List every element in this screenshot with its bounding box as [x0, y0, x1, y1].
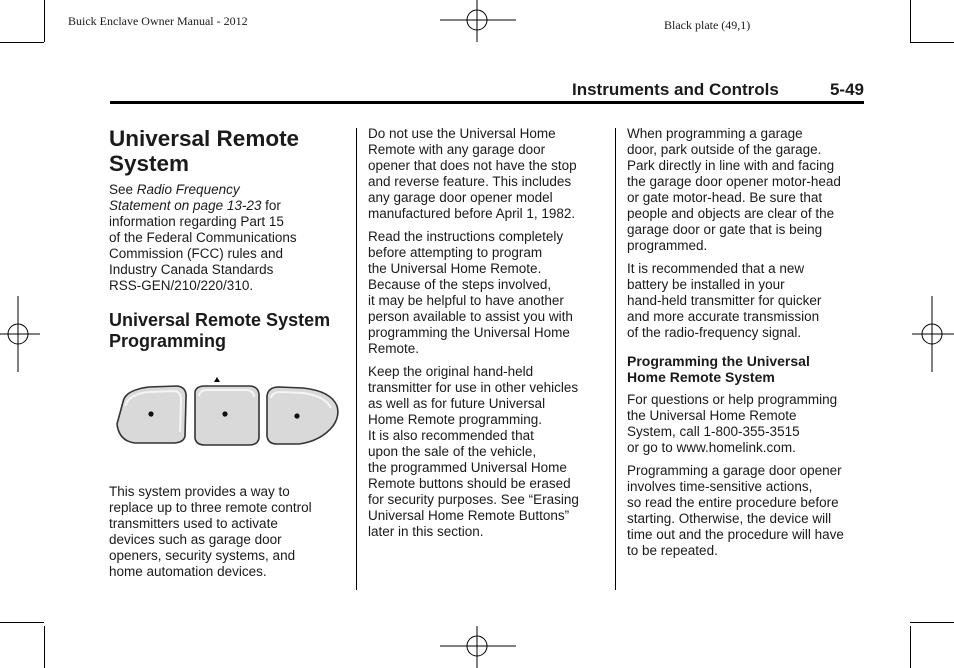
section-heading: Universal Remote System Programming	[109, 310, 331, 351]
column-1	[109, 126, 349, 587]
crop-mark	[44, 0, 45, 42]
subsection-heading: Programming the Universal Home Remote System	[627, 353, 810, 385]
registration-mark-right	[912, 296, 954, 372]
cross-reference-link[interactable]: Radio Frequency	[136, 182, 240, 197]
print-meta-right: Black plate (49,1)	[664, 18, 751, 32]
crop-mark	[910, 626, 911, 668]
body-paragraph: For questions or help programming the Universal Home Remote System, call 1-800-355-3515 or go to www.homelink.com.	[627, 392, 838, 455]
crop-mark	[44, 626, 45, 668]
homelink-buttons-icon	[109, 366, 339, 458]
page-title: Universal Remote System	[109, 126, 300, 176]
print-meta-left: Buick Enclave Owner Manual - 2012	[68, 14, 248, 28]
crop-mark	[0, 622, 44, 623]
indicator-light-icon	[214, 377, 220, 382]
body-paragraph: This system provides a way to replace up to three remote control transmitters used to activate devices such as garage door openers, security systems, and home automation devices.	[109, 484, 312, 579]
section-title: Instruments and Controls	[572, 80, 779, 99]
running-header	[110, 80, 864, 102]
body-paragraph: When programming a garage door, park outside of the garage. Park directly in line with and facing the garage door opener motor-head or gate motor-head. Be sure that people and objects are clear of the garage door or gate that is being programmed.	[627, 126, 841, 253]
column-divider	[615, 128, 616, 590]
column-divider	[356, 128, 357, 590]
crop-mark	[910, 0, 911, 42]
registration-mark-bottom	[440, 626, 516, 668]
crop-mark	[910, 42, 954, 43]
column-2	[368, 126, 608, 547]
registration-mark-top	[440, 0, 516, 44]
cross-reference-link[interactable]: Statement on page 13-23	[109, 198, 262, 213]
body-paragraph: It is recommended that a new battery be installed in your hand-held transmitter for quicker and more accurate transmission of the radio-frequency signal.	[627, 261, 822, 340]
intro-paragraph: See Radio Frequency Statement on page 13-23 for information regarding Part 15 of the Federal Communications Commission (FCC) rules and Industry Canada Standards RSS-GEN/210/220/310.	[109, 182, 297, 293]
page-number: 5-49	[829, 80, 864, 99]
crop-mark	[910, 622, 954, 623]
header-rule	[110, 101, 864, 104]
column-3	[627, 126, 867, 566]
registration-mark-left	[0, 296, 40, 372]
body-paragraph: Keep the original hand-held transmitter for use in other vehicles as well as for future Universal Home Remote programming. It is also recommended that upon the sale of the vehicle, the programmed Universal Home Remote buttons should be erased for security purposes. See “Erasing Universal Home Remote Buttons” later in this section.	[368, 364, 579, 539]
body-paragraph: Read the instructions completely before attempting to program the Universal Home Remote. Because of the steps involved, it may be helpful to have another person available to assist you with programming the Universal Home Remote.	[368, 229, 573, 356]
remote-button-3	[267, 387, 338, 444]
body-paragraph: Do not use the Universal Home Remote with any garage door opener that does not have the stop and reverse feature. This includes any garage door opener model manufactured before April 1, 1982.	[368, 126, 577, 221]
body-paragraph: Programming a garage door opener involves time-sensitive actions, so read the entire procedure before starting. Otherwise, the device will time out and the procedure will have to be repeated.	[627, 463, 844, 558]
crop-mark	[0, 42, 44, 43]
